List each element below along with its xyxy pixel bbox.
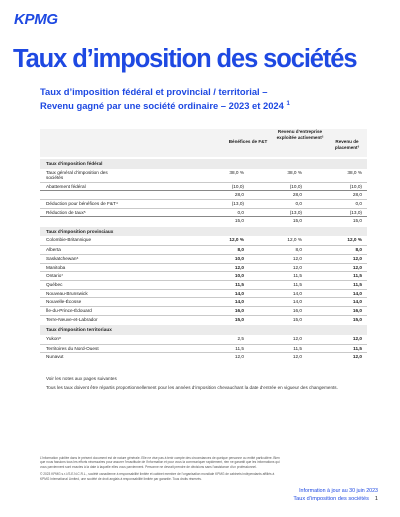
footer-doc-line — [293, 495, 378, 503]
row-value-v2: 12,0 — [292, 264, 302, 270]
row-value-v1: 10,0 — [234, 273, 244, 279]
row-value-v2: 11,5 — [293, 345, 302, 351]
row-value-v3: (10,0) — [349, 183, 362, 189]
footer-updated: Information à jour au 30 juin 2023 — [299, 488, 378, 494]
row-value-v2: (10,0) — [289, 183, 302, 189]
table-row — [40, 199, 367, 208]
section-federal: Taux d’imposition fédéral — [40, 159, 367, 169]
row-value-v3: 0,0 — [355, 200, 362, 206]
page-number: 1 — [374, 496, 378, 502]
table-notes — [46, 376, 366, 394]
row-value-v3: 11,5 — [353, 281, 362, 287]
row-label: Abattement fédéral — [46, 183, 86, 189]
row-value-v2: 15,0 — [292, 218, 302, 224]
row-value-v3: 12,0 — [352, 264, 362, 270]
table-column-headers — [40, 129, 367, 157]
row-label: Nunavut — [46, 354, 64, 360]
row-value-v1: 15,0 — [234, 316, 244, 322]
row-value-v2: 28,0 — [292, 192, 302, 198]
row-value-v3: 16,0 — [352, 307, 362, 313]
row-value-v1: 0,0 — [237, 209, 244, 215]
row-label: Nouveau-Brunswick — [46, 290, 88, 296]
row-value-v3: 14,0 — [352, 290, 362, 296]
row-value-v3: 28,0 — [352, 192, 362, 198]
subtitle-line-2: Revenu gagné par une société ordinaire – 2023 et 2024 $^1$ — [40, 100, 290, 112]
row-value-v1: 12,0 — [234, 354, 244, 360]
row-value-v2: 12,0 — [292, 335, 302, 341]
row-value-v3: 12,0 — [352, 354, 362, 360]
row-value-v2: 38,0 % — [287, 169, 302, 175]
row-value-v1: 14,0 — [234, 290, 244, 296]
row-value-v2: 12,0 % — [287, 237, 302, 243]
table-row — [40, 315, 367, 324]
table-row — [40, 169, 367, 182]
table-row — [40, 344, 367, 353]
row-value-v3: 15,0 — [352, 316, 362, 322]
disclaimer-general: L’information publiée dans le présent document est de nature générale. Elle ne vise pas à tenir compte des circonstances de quelque personne ou entité particulière. Bien que nous fassions tous les efforts nécessaires pour assurer l’exactitude de l’information et pour vous la communiquer rapidement, rien ne garantit que les informations qui vous parviennent sont exactes à la date à laquelle elles vous parviennent. Personne ne devrait prendre de décisions sans l’assistance d’un professionnel. — [40, 456, 280, 469]
row-value-v1: 12,0 % — [229, 237, 244, 243]
row-value-v1: 2,5 — [237, 335, 244, 341]
table-row — [40, 208, 367, 217]
row-value-v3: 15,0 — [352, 218, 362, 224]
section-provincial: Taux d’imposition provinciaux — [40, 227, 367, 237]
column-header-active-business: Revenu d’entreprise exploitée activement² — [276, 129, 324, 140]
row-value-v1: (13,0) — [231, 200, 244, 206]
row-value-v1: 15,0 — [234, 218, 244, 224]
table-row — [40, 297, 367, 306]
column-header-mp: Bénéfices de F&T — [228, 139, 268, 144]
row-value-v1: 38,0 % — [229, 169, 244, 175]
row-label: Territoires du Nord-Ouest — [46, 345, 99, 351]
row-value-v1: 10,0 — [234, 255, 244, 261]
provincial-rows — [40, 236, 367, 323]
row-label: Colombie-Britannique — [46, 237, 92, 243]
row-value-v2: 12,0 — [292, 255, 302, 261]
table-row — [40, 254, 367, 263]
row-value-v3: 11,5 — [353, 273, 362, 279]
row-value-v3: 12,0 % — [347, 237, 362, 243]
row-value-v1: 16,0 — [234, 307, 244, 313]
row-label: Saskatchewan⁶ — [46, 255, 79, 261]
table-row — [40, 182, 367, 191]
territorial-rows — [40, 335, 367, 361]
note-see-next-pages: Voir les notes aux pages suivantes — [46, 376, 117, 381]
row-label: Manitoba — [46, 264, 66, 270]
row-value-v3: (13,0) — [349, 209, 362, 215]
table-subtitle — [40, 86, 385, 112]
row-value-v3: 12,0 — [352, 335, 362, 341]
row-value-v1: 28,0 — [234, 192, 244, 198]
section-territorial: Taux d’imposition territoriaux — [40, 325, 367, 335]
row-value-v1: 12,0 — [234, 264, 244, 270]
footer-doc-title: Taux d’imposition des sociétés — [293, 496, 369, 502]
table-row — [40, 216, 367, 225]
table-row — [40, 236, 367, 245]
note-prorate: Tous les taux doivent être répartis proportionnellement pour les années d’imposition chevauchant la date d’entrée en vigueur des changements. — [46, 385, 338, 390]
row-label: Déduction pour bénéfices de F&T⁴ — [46, 200, 118, 206]
row-value-v2: 14,0 — [292, 290, 302, 296]
kpmg-logo-text: KPMG — [14, 11, 58, 28]
row-value-v2: 11,5 — [293, 273, 302, 279]
row-label: Nouvelle-Écosse — [46, 299, 82, 305]
row-label: Île-du-Prince-Édouard — [46, 307, 92, 313]
row-label: Yukon⁸ — [46, 335, 62, 341]
row-value-v2: 8,0 — [295, 247, 302, 253]
footer-info — [293, 487, 378, 503]
table-row — [40, 263, 367, 272]
row-value-v1: 8,0 — [237, 247, 244, 253]
row-value-v1: 11,5 — [235, 281, 244, 287]
row-value-v1: 14,0 — [234, 299, 244, 305]
row-value-v3: 38,0 % — [347, 169, 362, 175]
row-label: Terre-Neuve-et-Labrador — [46, 316, 98, 322]
row-value-v3: 14,0 — [352, 299, 362, 305]
table-row — [40, 306, 367, 315]
row-value-v2: 11,5 — [293, 281, 302, 287]
legal-disclaimer — [40, 456, 280, 484]
table-row — [40, 245, 367, 254]
row-value-v2: (13,0) — [289, 209, 302, 215]
row-value-v1: (10,0) — [231, 183, 244, 189]
row-value-v1: 11,5 — [235, 345, 244, 351]
table-row — [40, 289, 367, 298]
row-value-v2: 12,0 — [292, 354, 302, 360]
row-value-v2: 14,0 — [292, 299, 302, 305]
row-label: Réduction de taux⁵ — [46, 209, 86, 215]
table-row — [40, 280, 367, 289]
row-value-v3: 8,0 — [355, 247, 362, 253]
row-label: Ontario⁷ — [46, 273, 64, 279]
federal-rows — [40, 169, 367, 225]
row-value-v2: 0,0 — [295, 200, 302, 206]
page-title: Taux d’imposition des sociétés — [13, 45, 357, 73]
row-value-v2: 16,0 — [292, 307, 302, 313]
row-label: Taux général d’imposition des sociétés — [46, 169, 108, 181]
table-row — [40, 335, 367, 344]
row-value-v3: 12,0 — [352, 255, 362, 261]
table-row — [40, 271, 367, 280]
kpmg-logo — [14, 12, 72, 28]
disclaimer-copyright: © 2023 KPMG s.r.l./S.E.N.C.R.L., société canadienne à responsabilité limitée et cabinet membre de l’organisation mondiale KPMG de cabinets indépendants affiliés à KPMG International Limited, une société de droit anglais à responsabilité limitée par garantie. Tous droits réservés. — [40, 472, 275, 481]
row-value-v2: 15,0 — [292, 316, 302, 322]
subtitle-line-1: Taux d’imposition fédéral et provincial / territorial – — [40, 86, 268, 97]
table-row — [40, 190, 367, 199]
table-row — [40, 352, 367, 361]
column-header-investment: Revenu de placement³ — [334, 139, 360, 150]
row-label: Alberta — [46, 247, 61, 253]
row-value-v3: 11,5 — [353, 345, 362, 351]
tax-rate-table — [40, 129, 367, 361]
row-label: Québec — [46, 281, 63, 287]
subtitle-footnote-mark: 1 — [286, 101, 290, 107]
